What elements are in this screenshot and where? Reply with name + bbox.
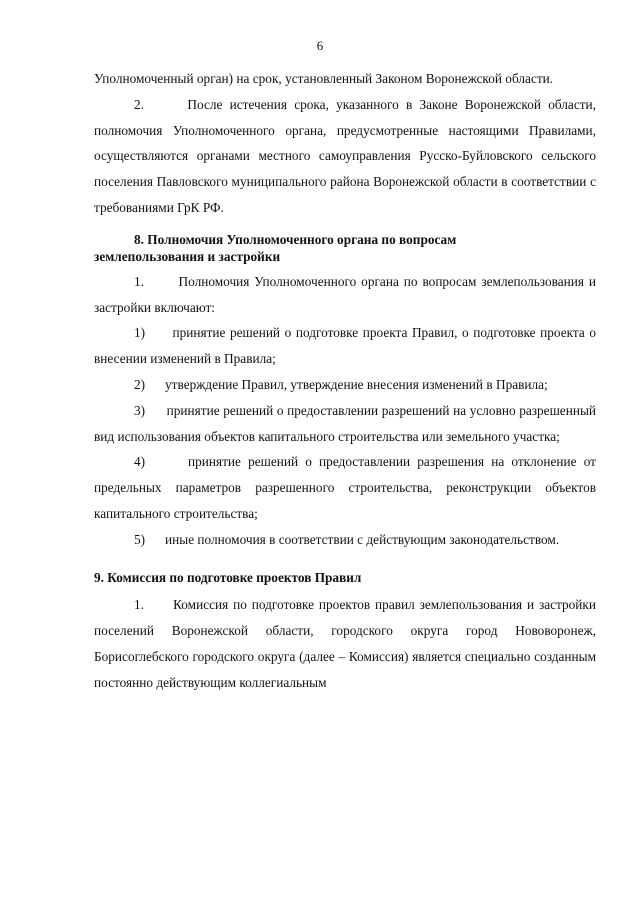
section-8-heading <box>94 231 596 265</box>
list-item-4-text: принятие решений о предоставлении разрешения на отклонение от предельных параметров разрешенного строительства, реконструкции объектов капитального строительства; <box>94 454 596 521</box>
list-item-3 <box>94 398 596 450</box>
paragraph-continuation: Уполномоченный орган) на срок, установленный Законом Воронежской области. <box>94 71 554 86</box>
paragraph-2-number: 2. <box>134 96 144 112</box>
section-9-paragraph-1-number: 1. <box>134 597 144 613</box>
section-9-paragraph-1-text: Комиссия по подготовке проектов правил землепользования и застройки поселений Воронежской области, городского округа город Нововоронеж, Борисоглебского городского округа (далее – Комиссия) является специально созданным постоянно действующим коллегиальным <box>94 597 596 690</box>
section-8-heading-line2: землепользования и застройки <box>94 248 281 264</box>
paragraph-2 <box>94 92 596 221</box>
section-8-paragraph-1-text: Полномочия Уполномоченного органа по вопросам землепользования и застройки включают: <box>94 273 596 315</box>
list-item-2-text: утверждение Правил, утверждение внесения изменений в Правила; <box>165 376 548 392</box>
list-item-4-number: 4) <box>134 454 146 470</box>
list-item-1-number: 1) <box>134 325 146 341</box>
list-item-2-number: 2) <box>134 376 146 392</box>
paragraph-2-text: После истечения срока, указанного в Законе Воронежской области, полномочия Уполномоченного органа, предусмотренные настоящими Правилами, осуществляются органами местного самоуправления Русско-Буйловского сельского поселения Павловского муниципального района Воронежской области в соответствии с требованиями ГрК РФ. <box>94 96 596 215</box>
list-item-3-text: принятие решений о предоставлении разрешений на условно разрешенный вид использования объектов капитального строительства или земельного участка; <box>94 402 596 444</box>
list-item-3-number: 3) <box>134 402 146 418</box>
list-item-5 <box>94 527 596 553</box>
list-item-4 <box>94 449 596 526</box>
list-item-5-number: 5) <box>134 531 146 547</box>
section-8-heading-line1: 8. Полномочия Уполномоченного органа по вопросам <box>134 231 457 247</box>
page-number: 6 <box>316 38 324 53</box>
list-item-1 <box>94 320 596 372</box>
list-item-1-text: принятие решений о подготовке проекта Правил, о подготовке проекта о внесении изменений в Правила; <box>94 325 596 367</box>
list-item-5-text: иные полномочия в соответствии с действующим законодательством. <box>165 531 560 547</box>
section-9-paragraph-1 <box>94 592 596 695</box>
document-body <box>94 66 596 696</box>
section-9-heading: 9. Комиссия по подготовке проектов Правил <box>94 569 362 585</box>
list-item-2 <box>94 372 596 398</box>
section-8-paragraph-1-number: 1. <box>134 273 144 289</box>
section-8-paragraph-1 <box>94 269 596 321</box>
